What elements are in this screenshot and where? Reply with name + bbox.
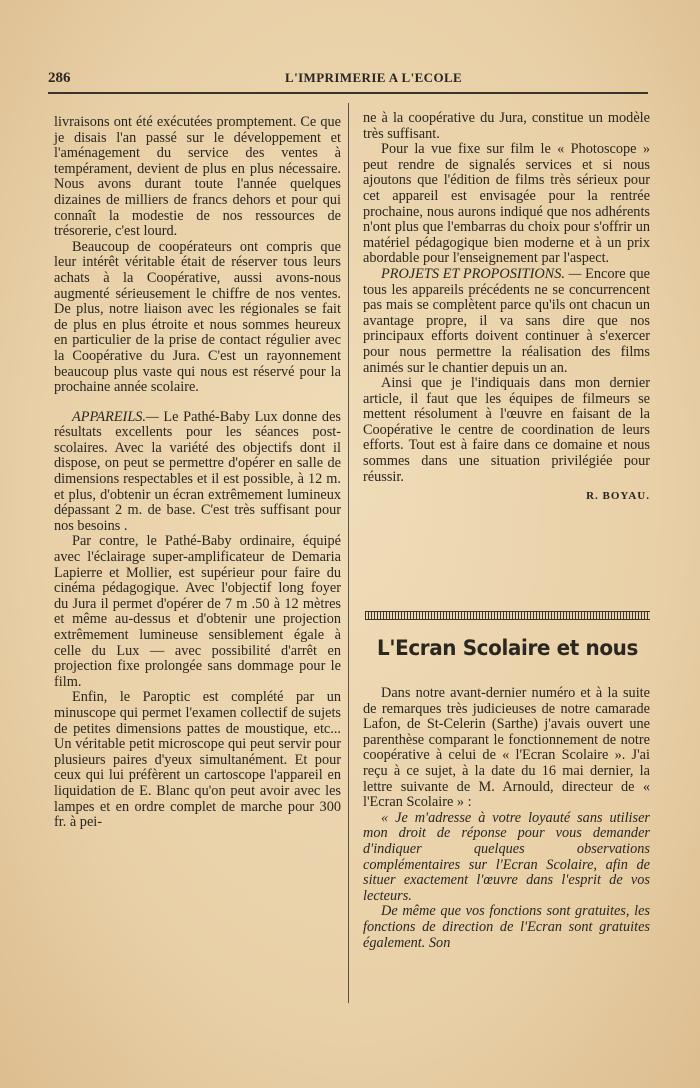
column-divider — [348, 103, 349, 1003]
paragraph: Beaucoup de coopérateurs ont compris que leur intérêt véritable était de réserver tous leurs achats à la Coopérative, aussi avons-nous augmenté sérieusement le chiffre de nos ventes. De plus, notre liaison avec les régionales se fait de plus en plus étroite et nous sommes heureux en particulier de la prise de contact régulier avec la Coopérative du Jura. C'est un rayonnement beaucoup plus vaste qui nous est réservé pour la prochaine année scolaire. — [54, 238, 341, 396]
paragraph — [54, 410, 341, 535]
paragraph: ne à la coopérative du Jura, constitue un modèle très suffisant. — [363, 110, 650, 142]
subheading: APPAREILS.— — [72, 408, 159, 425]
left-column — [54, 115, 341, 831]
paragraph: Enfin, le Paroptic est complété par un minuscope qui permet l'examen collectif de sujets de petites dimensions pattes de moustique, etc... Un véritable petit microscope qui peut servir pour plusieurs paires d'yeux simultanément. Et pour ceux qui lui préfèrent un cartoscope l'appareil en liquidation de E. Blanc qu'on peut avoir avec les lampes et en ordre complet de marche pour 300 fr. à pei- — [54, 689, 341, 831]
paragraph: Pour la vue fixe sur film le « Photoscope » peut rendre de signalés services et si nous ajoutons que l'édition de films très sérieux pour cet appareil est envisagée pour la rentrée prochaine, nous aurons indiqué que nos adhérents n'ont plus que l'embarras du choix pour s'offrir un matériel pédagogique bien moderne et à un prix abordable pour l'enseignement par l'aspect. — [363, 141, 650, 267]
page-number: 286 — [48, 70, 71, 86]
right-column — [363, 111, 650, 505]
page-header — [48, 66, 648, 92]
paragraph — [363, 267, 650, 376]
section-body — [363, 686, 650, 951]
paragraph-text: Le Pathé-Baby Lux donne des résultats excellents pour les séances post-scolaires. Avec la variété des objectifs dont il dispose, on peut se permettre d'opérer en salle de dimensions respectables et il est possible, à 12 m. et plus, d'obtenir un écran extrêmement lumineux dépassant 2 m. de base. C'est très suffisant pour nos besoins . — [54, 408, 341, 534]
subheading: PROJETS ET PROPOSITIONS. — — [381, 265, 582, 282]
paragraph: livraisons ont été exécutées promptement. Ce que je disais l'an passé sur le développement et l'aménagement du service des ventes à tempérament, devient de plus en plus nécessaire. Nous avons durant toute l'année quelques dizaines de milliers de francs dehors et pour qui connaît la modestie de nos ressources de trésorerie, c'est lourd. — [54, 114, 341, 240]
quote-paragraph: « Je m'adresse à votre loyauté sans utiliser mon droit de réponse pour vous demander d'indiquer quelques observations complémentaires sur l'Ecran Scolaire, afin de situer exactement l'œuvre dans l'esprit de vos lecteurs. — [363, 809, 650, 904]
signature: R. BOYAU. — [586, 490, 650, 503]
running-title: L'IMPRIMERIE A L'ECOLE — [285, 70, 463, 85]
decorative-rule — [365, 611, 650, 620]
paragraph: Ainsi que je l'indiquais dans mon dernier article, il faut que les équipes de filmeurs se mettent résolument à l'œuvre en faisant de la Coopérative le centre de coordination de leurs efforts. Tout est à faire dans ce domaine et nous sommes dans une situation privilégiée pour réussir. — [363, 375, 650, 485]
paragraph-text: Encore que tous les appareils précédents ne se concurrencent pas mais se complètent parce qu'ils ont chacun un avantage propre, il va sans dire que nos principaux efforts doivent continuer à s'exercer pour nous permettre la réalisation des films animés sur le chantier depuis un an. — [363, 265, 650, 376]
quote-paragraph: De même que vos fonctions sont gratuites, les fonctions de direction de l'Ecran sont gratuites également. Son — [363, 903, 650, 951]
paragraph: Dans notre avant-dernier numéro et à la suite de remarques très judicieuses de notre camarade Lafon, de St-Celerin (Sarthe) j'avais ouvert une parenthèse comparant le fonctionnement de notre coopérative à celui de « l'Ecran Scolaire ». J'ai reçu à ce sujet, à la date du 16 mai dernier, la lettre suivante de M. Arnould, directeur de « l'Ecran Scolaire » : — [363, 685, 650, 811]
section-title: L'Ecran Scolaire et nous — [377, 636, 638, 660]
paragraph: Par contre, le Pathé-Baby ordinaire, équipé avec l'éclairage super-amplificateur de Demaria Lapierre et Mollier, est supérieur pour faire du cinéma pédagogique. Avec l'objectif long foyer du Jura il permet d'opérer de 7 m .50 à 12 mètres et même au-dessus et d'obtenir une projection extrêmement lumineuse sensiblement égale à celle du Lux — avec possibilité d'arrêt en projection fixe prolongée sans dommage pour le film. — [54, 533, 341, 690]
header-rule — [48, 92, 648, 94]
